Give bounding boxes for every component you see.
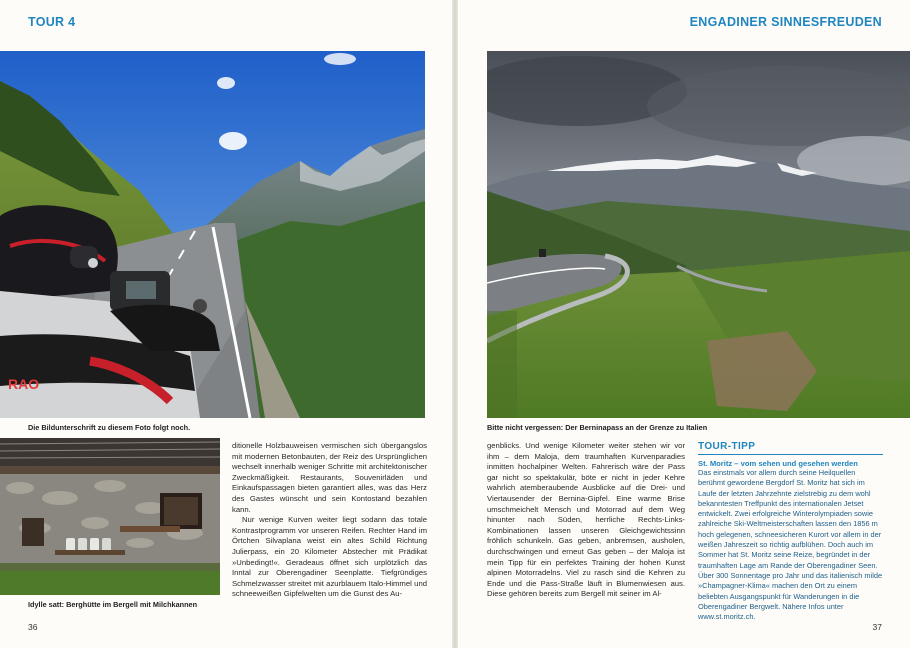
tour-tip-title: TOUR-TIPP <box>698 441 756 452</box>
left-page <box>0 0 452 648</box>
running-head-right: ENGADINER SINNESFREUDEN <box>689 15 882 29</box>
body-text-column-right <box>487 441 685 600</box>
tour-tip-subtitle: St. Moritz – vom sehen und gesehen werden <box>698 459 858 468</box>
page-number-left: 36 <box>28 622 38 632</box>
tour-tip-divider <box>698 454 883 455</box>
jacket-brand-text: RAO <box>8 376 40 392</box>
body-paragraph: Nur wenige Kurven weiter liegt sodann das totale Kontrastprogramm vor unseren Reifen. Rechter Hand im Örtchen Silvaplana weist ein altes Schild Richtung Julierpass, ein 20 Kilometer Abstecher mit Prädikat »Unbedingt!«. Geradeaus öffnet sich urplötzlich das Inntal zur Oberengadiner Seenplatte. Tiefgründiges Schmelzwasser streitet mit azurblauem Italo-Himmel und schneeweißen Gipfelwelten um die Gunst des Au- <box>232 515 427 599</box>
tour-tip-body: Das einstmals vor allem durch seine Heilquellen berühmt gewordene Bergdorf St. Moritz hat sich im Laufe der letzten Jahrzehnte zielstrebig zu dem wohl bekanntesten Treffpunkt des internationalen Jetset entwickelt. Zwei erfolgreiche Winterolympiaden sowie zahlreiche Ski-Weltmeisterschaften lassen den 1856 m hoch gelegenen, schneesicheren Kurort vor allem in der weißen Jahreszeit so richtig aufblühen. Doch auch im Sommer hat St. Moritz seine Reize, begründet in der traumhaften Lage am Rande der Oberengadiner Seen. Über 300 Sonnentage pro Jahr und das italienisch milde »Champagner-Klima« machen den Ort zu einem beliebten Ausgangspunkt für Wanderungen in die Oberengadiner Bergwelt. Nähere Infos unter www.st.moritz.ch. <box>698 468 883 622</box>
photo-caption-right: Bitte nicht vergessen: Der Berninapass an der Grenze zu Italien <box>487 423 708 432</box>
photo-caption-top: Die Bildunterschrift zu diesem Foto folgt noch. <box>28 423 191 432</box>
photo-mountain-hut <box>0 438 220 595</box>
running-head-left: TOUR 4 <box>28 15 76 29</box>
photo-berninapass <box>487 51 910 418</box>
right-page <box>458 0 910 648</box>
photo-motorcycle-road <box>0 51 425 418</box>
photo-caption-bottom: Idylle satt: Berghütte im Bergell mit Milchkannen <box>28 600 198 609</box>
page-number-right: 37 <box>872 622 882 632</box>
body-paragraph: genblicks. Und wenige Kilometer weiter stehen wir vor ihm – dem Maloja, dem traumhaften Kurvenparadies inmitten hochalpiner Welten. Fahrerisch wäre der Pass gar nicht so spektakulär, böte er nicht in jeder Kehre wahrlich atemberaubende Ausblicke auf die Drei- und Viertausender der Bernina-Gipfel. Eine warme Brise umschmeichelt Mensch und Motorrad auf dem Weg hinunter nach Süden, herrliche Rechts-Links-Kombinationen lassen unseren Gleichgewichtssinn fröhlich schunkeln. Gas geben, anbremsen, ausholen, durchschwingen und erneut Gas geben – der Maloja ist mein Tipp für ein perfektes Training der hohen Kunst alpinen Motorradelns. Viel zu rasch sind die Kehren zu Ende und die Pass-Straße läuft in Blumenwiesen aus. Diese gehören bereits zum Bergell mit seiner im Al- <box>487 441 685 599</box>
body-paragraph: ditionelle Holzbauweisen vermischen sich übergangslos mit modernen Betonbauten, der Reiz des Ursprünglichen wechselt innerhalb weniger Schritte mit architektonischer Zweckmäßigkeit. Restaurants, Souvenirläden und Einkaufspassagen bieten garantiert alles, was das Herz des Gastes wünscht und sein Kontostand bezahlen kann. <box>232 441 427 514</box>
body-text-column-left <box>232 441 427 600</box>
tour-tip-box <box>698 441 883 622</box>
